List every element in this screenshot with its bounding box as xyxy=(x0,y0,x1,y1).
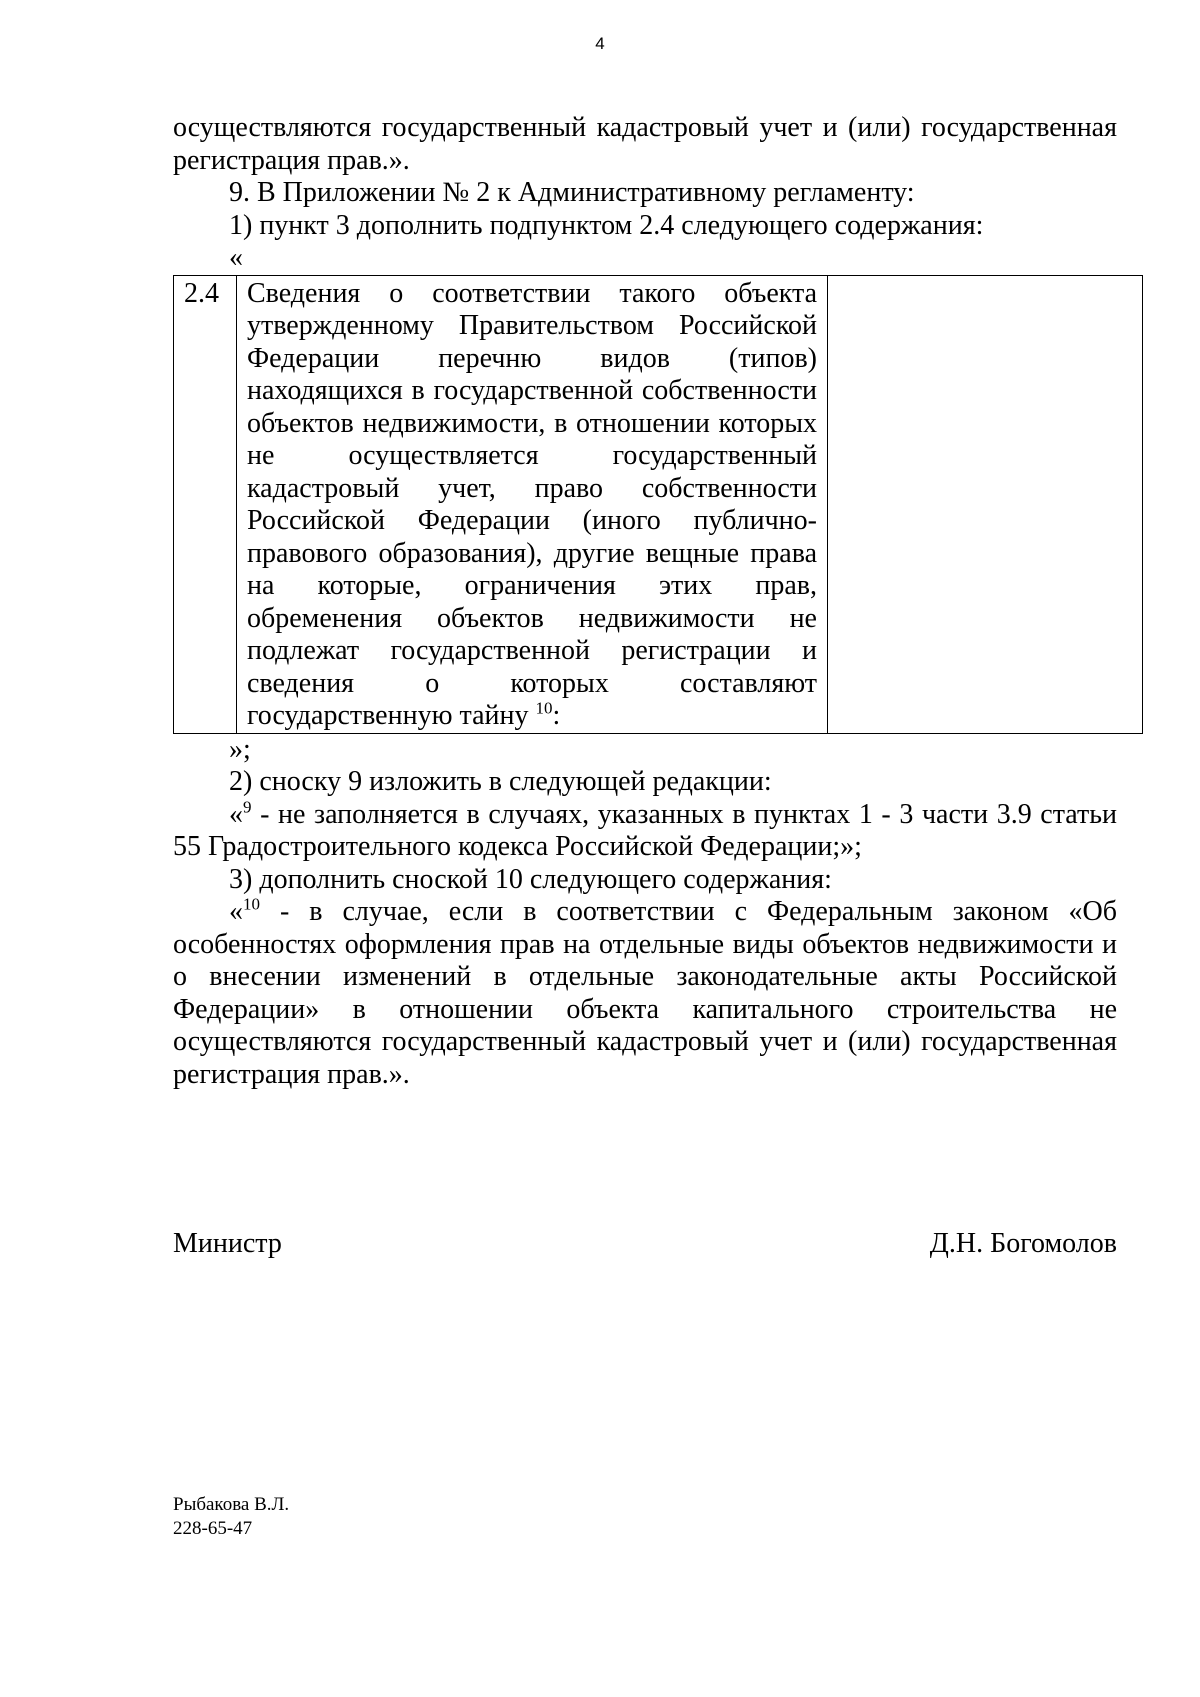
row-description: Сведения о соответствии такого объекта утвержденному Правительством Российской Федерации перечню видов (типов) находящихся в государственной собственности объектов недвижимости, в отношении которых не осуществляется государственный кадастровый учет, право собственности Российской Федерации (иного публично-правового образования), другие вещные права на которые, ограничения этих прав, обременения объектов недвижимости не подлежат государственной регистрации и сведения о которых составляют государственную тайну xyxy=(247,277,817,731)
footnote-10-sup: 10 xyxy=(243,894,260,914)
footnote-9-text xyxy=(173,799,1117,864)
executor-name: Рыбакова В.Л. xyxy=(173,1494,290,1515)
inserted-table xyxy=(173,275,1143,734)
row-number: 2.4 xyxy=(184,277,219,309)
footnote-9-open-quote: « xyxy=(229,798,243,830)
paragraph-subitem-2: 2) сноску 9 изложить в следующей редакции: xyxy=(229,766,772,797)
footnote-10-open-quote: « xyxy=(229,896,243,927)
opening-quote: « xyxy=(229,242,243,273)
footnote-10-text xyxy=(173,896,1117,1091)
table-cell-value xyxy=(828,275,1143,733)
signatory-name: Д.Н. Богомолов xyxy=(929,1228,1117,1259)
paragraph-subitem-3: 3) дополнить сноской 10 следующего содержания: xyxy=(229,863,832,895)
footnote-9-body: - не заполняется в случаях, указанных в пунктах 1 - 3 части 3.9 статьи 55 Градостроительного кодекса Российской Федерации;»; xyxy=(173,798,1117,862)
executor-block xyxy=(173,1493,289,1541)
signatory-position: Министр xyxy=(173,1228,282,1259)
footnote-ref-10: 10 xyxy=(535,698,553,718)
page-number: 4 xyxy=(595,34,605,53)
table-cell-description xyxy=(237,275,828,733)
signature-block xyxy=(173,1228,1117,1260)
row-description-end: : xyxy=(552,700,561,731)
footnote-10-body: - в случае, если в соответствии с Федеральным законом «Об особенностях оформления прав на отдельные виды объектов недвижимости и о внесении изменений в отдельные законодательные акты Российской Федерации» в отношении объекта капитального строительства не осуществляются государственный кадастровый учет и (или) государственная регистрация прав.». xyxy=(173,896,1117,1090)
table-cell-number xyxy=(174,275,237,733)
executor-phone: 228-65-47 xyxy=(173,1518,253,1539)
table-row xyxy=(174,275,1143,733)
footnote-9-sup: 9 xyxy=(243,797,252,817)
closing-quote: »; xyxy=(229,733,251,765)
document-body xyxy=(173,112,1117,1091)
paragraph-continuation: осуществляются государственный кадастровый учет и (или) государственная регистрация прав.». xyxy=(173,112,1117,176)
paragraph-item-9: 9. В Приложении № 2 к Административному регламенту: xyxy=(229,177,915,208)
paragraph-subitem-1: 1) пункт 3 дополнить подпунктом 2.4 следующего содержания: xyxy=(229,209,984,241)
